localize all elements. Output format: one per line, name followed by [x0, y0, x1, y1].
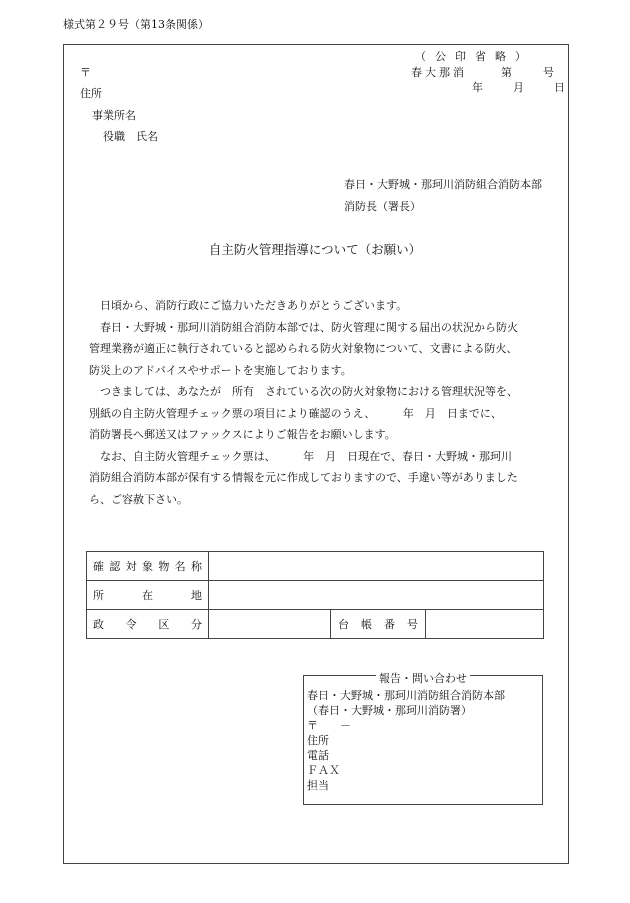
target-name-value[interactable]	[209, 552, 544, 581]
recipient-address-label: 住所	[80, 87, 102, 100]
ordinance-class-label: 政令区分	[87, 610, 209, 639]
sender-chief: 消防長（署長）	[344, 200, 421, 213]
body-line: 別紙の自主防火管理チェック票の項目により確認のうえ、 年 月 日までに、	[89, 406, 502, 420]
body-line: 防災上のアドバイスやサポートを実施しております。	[89, 363, 352, 377]
table-row	[87, 581, 544, 610]
body-line: なお、自主防火管理チェック票は、 年 月 日現在で、春日・大野城・那珂川	[89, 449, 512, 463]
sender-organization: 春日・大野城・那珂川消防組合消防本部	[344, 178, 542, 191]
body-line: 管理業務が適正に執行されていると認められる防火対象物について、文書による防火、	[89, 342, 518, 355]
document-number-dai: 第	[501, 66, 515, 79]
document-title: 自主防火管理指導について（お願い）	[208, 242, 422, 257]
ledger-number-value[interactable]	[426, 610, 544, 639]
body-line: 春日・大野城・那珂川消防組合消防本部では、防火管理に関する届出の状況から防火	[89, 320, 518, 334]
document-number-go: 号	[543, 66, 557, 79]
document-body	[89, 295, 549, 510]
contact-title-text: 報告・問い合わせ	[376, 672, 470, 685]
recipient-postal-mark: 〒	[80, 66, 91, 79]
form-number: 様式第２９号（第13条関係）	[63, 18, 209, 31]
issue-date-day: 日	[554, 81, 565, 94]
contact-box	[303, 672, 543, 805]
contact-org: 春日・大野城・那珂川消防組合消防本部	[307, 689, 505, 702]
body-line: 日頃から、消防行政にご協力いただきありがとうございます。	[89, 299, 408, 312]
location-label: 所在地	[87, 581, 209, 610]
contact-station: （春日・大野城・那珂川消防署）	[307, 704, 472, 717]
body-line: 消防署長へ郵送又はファックスによりご報告をお願いします。	[89, 428, 396, 441]
issue-date	[472, 82, 565, 93]
issue-date-month: 月	[513, 81, 524, 94]
target-name-label: 確認対象物名称	[87, 552, 209, 581]
contact-postal: 〒 －	[307, 719, 351, 732]
body-line: 消防組合消防本部が保有する情報を元に作成しておりますので、手違い等がありました	[89, 471, 518, 484]
body-line: ら、ご容赦下さい。	[89, 492, 188, 506]
document-number-prefix: 春大那消	[411, 66, 467, 79]
recipient-role-name-label: 役職 氏名	[103, 130, 158, 143]
table-row	[87, 552, 544, 581]
contact-person-label: 担当	[307, 779, 329, 792]
official-seal-omitted: （公印省略）	[415, 50, 535, 63]
location-value[interactable]	[209, 581, 544, 610]
contact-address-label: 住所	[307, 734, 329, 747]
recipient-business-name-label: 事業所名	[92, 109, 136, 122]
issue-date-year: 年	[472, 81, 483, 94]
ordinance-class-value[interactable]	[209, 610, 331, 639]
table-row	[87, 610, 544, 639]
target-info-table	[86, 551, 544, 639]
ledger-number-label: 台帳番号	[331, 610, 426, 639]
contact-fax-label: ＦＡＸ	[307, 764, 340, 777]
body-line: つきましては、あなたが 所有 されている次の防火対象物における管理状況等を、	[89, 385, 518, 398]
contact-details	[307, 688, 505, 793]
contact-title	[304, 670, 542, 686]
contact-phone-label: 電話	[307, 749, 329, 762]
document-number	[411, 67, 557, 78]
